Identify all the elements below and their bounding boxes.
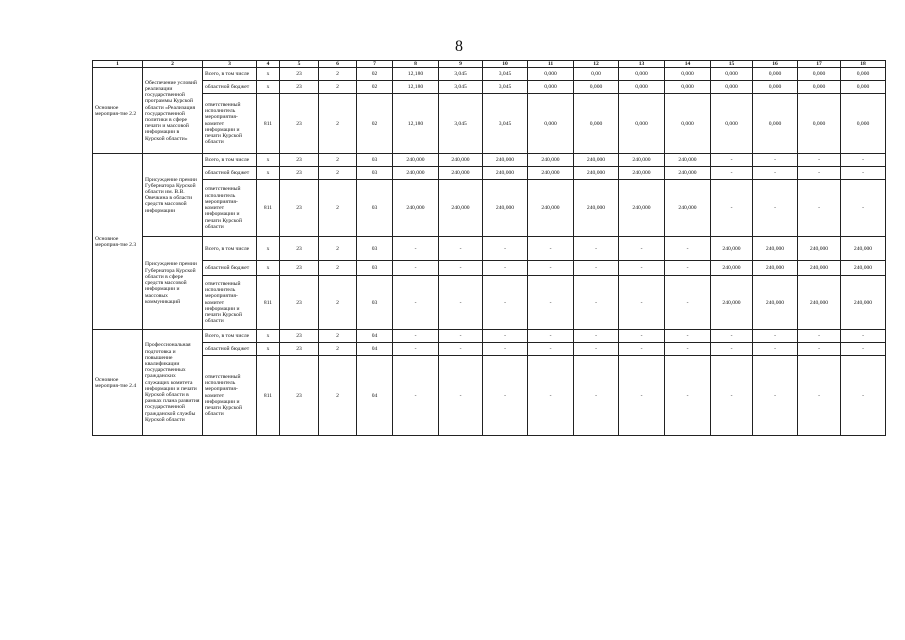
table-cell: 240,000 xyxy=(439,180,483,237)
table-cell: 03 xyxy=(357,154,393,167)
table-cell: 3,045 xyxy=(439,68,483,81)
table-cell: - xyxy=(574,261,619,276)
table-cell: - xyxy=(665,261,711,276)
table-cell: 23 xyxy=(280,81,319,94)
table-cell: 240,000 xyxy=(711,276,753,330)
table-cell: 0,000 xyxy=(841,94,886,154)
table-cell: - xyxy=(528,343,574,356)
table-row xyxy=(93,68,886,81)
table-cell: 0,000 xyxy=(619,68,665,81)
table-cell: - xyxy=(798,167,841,180)
header-row xyxy=(93,61,886,68)
table-row xyxy=(93,276,886,330)
table-cell: 240,000 xyxy=(619,180,665,237)
funding-source: ответственный исполнитель мероприятия-комитет информации и печати Курской области xyxy=(203,94,257,154)
funding-source: Всего, в том числе xyxy=(203,68,257,81)
table-cell: 23 xyxy=(280,261,319,276)
table-cell: x xyxy=(257,81,280,94)
table-cell: 240,000 xyxy=(798,276,841,330)
table-cell: x xyxy=(257,330,280,343)
table-cell: 0,000 xyxy=(665,94,711,154)
table-cell: - xyxy=(619,356,665,436)
table-cell: - xyxy=(798,343,841,356)
table-cell: - xyxy=(711,154,753,167)
table-cell: - xyxy=(393,356,439,436)
table-cell: - xyxy=(841,167,886,180)
table-cell: - xyxy=(439,237,483,261)
table-cell: - xyxy=(841,330,886,343)
table-row xyxy=(93,356,886,436)
table-cell: - xyxy=(753,167,798,180)
table-cell: - xyxy=(665,276,711,330)
table-cell: 2 xyxy=(319,261,357,276)
table-cell: x xyxy=(257,68,280,81)
table-cell: - xyxy=(665,330,711,343)
table-cell: 240,000 xyxy=(665,167,711,180)
table-cell: - xyxy=(393,276,439,330)
table-cell: - xyxy=(753,330,798,343)
table-cell: - xyxy=(798,330,841,343)
column-header: 16 xyxy=(753,61,798,68)
column-header: 5 xyxy=(280,61,319,68)
table-cell: 240,000 xyxy=(619,154,665,167)
table-cell: 240,000 xyxy=(753,237,798,261)
table-cell: - xyxy=(393,237,439,261)
table-cell: - xyxy=(439,276,483,330)
table-body xyxy=(93,68,886,436)
column-header: 4 xyxy=(257,61,280,68)
table-cell: x xyxy=(257,343,280,356)
activity-name: Основное мероприя-тие 2.4 xyxy=(93,330,143,436)
activity-name: Основное мероприя-тие 2.3 xyxy=(93,154,143,330)
table-cell: 23 xyxy=(280,330,319,343)
column-header: 15 xyxy=(711,61,753,68)
table-cell: - xyxy=(528,356,574,436)
column-header: 12 xyxy=(574,61,619,68)
table-cell: 0,000 xyxy=(711,81,753,94)
table-cell: 240,000 xyxy=(528,167,574,180)
table-cell: - xyxy=(753,180,798,237)
table-cell: - xyxy=(393,343,439,356)
table-cell: 2 xyxy=(319,68,357,81)
table-cell: - xyxy=(528,330,574,343)
table-cell: 2 xyxy=(319,356,357,436)
column-header: 17 xyxy=(798,61,841,68)
table-cell: - xyxy=(798,154,841,167)
table-cell: - xyxy=(393,330,439,343)
table-cell: - xyxy=(619,343,665,356)
table-cell: 3,045 xyxy=(439,94,483,154)
table-cell: 04 xyxy=(357,343,393,356)
table-cell: - xyxy=(798,180,841,237)
table-cell: 240,000 xyxy=(483,167,528,180)
table-cell: x xyxy=(257,237,280,261)
funding-source: ответственный исполнитель мероприятия-комитет информации и печати Курской области xyxy=(203,180,257,237)
column-header: 6 xyxy=(319,61,357,68)
table-cell: 3,045 xyxy=(483,94,528,154)
table-cell: 12,180 xyxy=(393,81,439,94)
table-cell: - xyxy=(711,330,753,343)
table-row xyxy=(93,180,886,237)
table-cell: x xyxy=(257,154,280,167)
funding-source: ответственный исполнитель мероприятия-комитет информации и печати Курской области xyxy=(203,276,257,330)
table-cell: 23 xyxy=(280,180,319,237)
table-row xyxy=(93,330,886,343)
table-cell: - xyxy=(798,356,841,436)
table-cell: 23 xyxy=(280,94,319,154)
table-cell: 0,000 xyxy=(798,81,841,94)
table-cell: 2 xyxy=(319,154,357,167)
table-cell: 03 xyxy=(357,261,393,276)
table-cell: - xyxy=(619,330,665,343)
table-cell: 0,000 xyxy=(841,68,886,81)
table-cell: - xyxy=(665,356,711,436)
table-cell: - xyxy=(483,261,528,276)
table-cell: - xyxy=(483,276,528,330)
table-cell: 240,000 xyxy=(619,167,665,180)
table-cell: 2 xyxy=(319,276,357,330)
table-cell: - xyxy=(841,343,886,356)
column-header: 3 xyxy=(203,61,257,68)
funding-source: областной бюджет xyxy=(203,343,257,356)
column-header: 18 xyxy=(841,61,886,68)
table-cell: 0,000 xyxy=(619,94,665,154)
table-cell: 04 xyxy=(357,330,393,343)
table-cell: 2 xyxy=(319,343,357,356)
column-header: 1 xyxy=(93,61,143,68)
table-cell: 2 xyxy=(319,237,357,261)
table-cell: 3,045 xyxy=(439,81,483,94)
table-cell: - xyxy=(574,276,619,330)
table-cell: 0,000 xyxy=(528,81,574,94)
table-cell: 02 xyxy=(357,94,393,154)
table-cell: 240,000 xyxy=(528,154,574,167)
table-row xyxy=(93,81,886,94)
table-cell: 0,000 xyxy=(665,81,711,94)
table-cell: 03 xyxy=(357,180,393,237)
table-cell: - xyxy=(574,356,619,436)
table-row xyxy=(93,237,886,261)
activity-description: Профессиональная подготовка и повышение квалификации государственных гражданских служащих комитета информации и печати Курской области в рамках плана развития государственной гражданской службы Курской области xyxy=(143,330,203,436)
table-cell: 240,000 xyxy=(841,237,886,261)
table-cell: 240,000 xyxy=(574,167,619,180)
table-cell: 240,000 xyxy=(574,154,619,167)
column-header: 13 xyxy=(619,61,665,68)
table-cell: - xyxy=(753,356,798,436)
column-header: 10 xyxy=(483,61,528,68)
table-cell: - xyxy=(841,356,886,436)
table-cell: 23 xyxy=(280,237,319,261)
table-cell: - xyxy=(574,237,619,261)
table-cell: 240,000 xyxy=(798,261,841,276)
table-cell: - xyxy=(439,356,483,436)
table-cell: - xyxy=(711,180,753,237)
table-cell: 0,000 xyxy=(798,68,841,81)
table-cell: 240,000 xyxy=(753,276,798,330)
table-cell: - xyxy=(711,167,753,180)
table-cell: 811 xyxy=(257,180,280,237)
table-cell: 0,000 xyxy=(665,68,711,81)
table-cell: 0,000 xyxy=(753,68,798,81)
table-cell: 0,000 xyxy=(798,94,841,154)
table-cell: - xyxy=(753,154,798,167)
table-cell: 02 xyxy=(357,81,393,94)
table-cell: x xyxy=(257,167,280,180)
table-cell: - xyxy=(619,237,665,261)
table-cell: 811 xyxy=(257,276,280,330)
table-cell: - xyxy=(619,261,665,276)
activity-description: Присуждение премии Губернатора Курской области им. В.В. Овечкина в области средств массовой информации xyxy=(143,154,203,237)
funding-source: областной бюджет xyxy=(203,81,257,94)
table-cell: 0,000 xyxy=(528,68,574,81)
table-cell: 03 xyxy=(357,167,393,180)
table-cell: 0,000 xyxy=(753,94,798,154)
table-cell: - xyxy=(393,261,439,276)
table-cell: - xyxy=(483,343,528,356)
table-cell: 23 xyxy=(280,68,319,81)
table-cell: - xyxy=(574,343,619,356)
table-cell: 12,180 xyxy=(393,94,439,154)
table-cell: 240,000 xyxy=(483,180,528,237)
activity-name: Основное мероприя-тие 2.2 xyxy=(93,68,143,154)
column-header: 7 xyxy=(357,61,393,68)
table-cell: 811 xyxy=(257,94,280,154)
column-header: 14 xyxy=(665,61,711,68)
table-cell: 240,000 xyxy=(483,154,528,167)
table-cell: - xyxy=(619,276,665,330)
table-cell: - xyxy=(711,356,753,436)
table-cell: 23 xyxy=(280,154,319,167)
page-number: 8 xyxy=(455,38,463,55)
table-cell: - xyxy=(711,343,753,356)
table-cell: 02 xyxy=(357,68,393,81)
table-cell: 03 xyxy=(357,237,393,261)
table-cell: 0,000 xyxy=(574,94,619,154)
table-cell: 811 xyxy=(257,356,280,436)
table-cell: 04 xyxy=(357,356,393,436)
table-cell: 240,000 xyxy=(393,180,439,237)
table-cell: - xyxy=(528,237,574,261)
table-cell: - xyxy=(439,343,483,356)
table-cell: 240,000 xyxy=(528,180,574,237)
table-row xyxy=(93,261,886,276)
column-header: 11 xyxy=(528,61,574,68)
table-cell: - xyxy=(528,261,574,276)
table-cell: 240,000 xyxy=(393,167,439,180)
table-cell: - xyxy=(753,343,798,356)
table-cell: 0,000 xyxy=(711,94,753,154)
table-cell: 2 xyxy=(319,81,357,94)
table-cell: - xyxy=(665,343,711,356)
funding-source: ответственный исполнитель мероприятия-комитет информации и печати Курской области xyxy=(203,356,257,436)
table-cell: 240,000 xyxy=(439,154,483,167)
table-cell: 3,045 xyxy=(483,68,528,81)
table-row xyxy=(93,343,886,356)
table-cell: 240,000 xyxy=(711,237,753,261)
funding-source: областной бюджет xyxy=(203,167,257,180)
table-cell: 3,045 xyxy=(483,81,528,94)
table-cell: - xyxy=(665,237,711,261)
table-cell: 240,000 xyxy=(841,261,886,276)
table-cell: 240,000 xyxy=(841,276,886,330)
table-cell: 240,000 xyxy=(439,167,483,180)
table-cell: 240,000 xyxy=(711,261,753,276)
table-row xyxy=(93,167,886,180)
table-cell: 23 xyxy=(280,276,319,330)
table-cell: 23 xyxy=(280,356,319,436)
funding-source: Всего, в том числе xyxy=(203,237,257,261)
table-cell: 0,000 xyxy=(753,81,798,94)
table-cell: - xyxy=(483,356,528,436)
table-cell: 23 xyxy=(280,343,319,356)
table-cell: 240,000 xyxy=(665,180,711,237)
table-cell: 240,000 xyxy=(753,261,798,276)
table-cell: 0,000 xyxy=(841,81,886,94)
table-cell: - xyxy=(528,276,574,330)
funding-source: Всего, в том числе xyxy=(203,154,257,167)
table-cell: 2 xyxy=(319,180,357,237)
activity-description: Присуждение премии Губернатора Курской области в сфере средств массовой информации и массовых коммуникаций xyxy=(143,237,203,330)
column-header: 2 xyxy=(143,61,203,68)
column-header: 8 xyxy=(393,61,439,68)
funding-source: Всего, в том числе xyxy=(203,330,257,343)
table-cell: - xyxy=(483,237,528,261)
table-cell: 240,000 xyxy=(393,154,439,167)
table-cell: 23 xyxy=(280,167,319,180)
table-cell: 0,000 xyxy=(711,68,753,81)
table-cell: x xyxy=(257,261,280,276)
table-cell: 2 xyxy=(319,330,357,343)
table-cell: 240,000 xyxy=(574,180,619,237)
table-cell: 12,180 xyxy=(393,68,439,81)
activity-description: Обеспечение условий реализации государственной программы Курской области «Реализация государственной политики в сфере печати и массовой информации в Курской области» xyxy=(143,68,203,154)
table-cell: - xyxy=(483,330,528,343)
table-cell: - xyxy=(574,330,619,343)
table-cell: 0,00 xyxy=(574,68,619,81)
table-cell: 240,000 xyxy=(798,237,841,261)
budget-table xyxy=(92,60,886,436)
table-cell: 240,000 xyxy=(665,154,711,167)
table-row xyxy=(93,94,886,154)
table-row xyxy=(93,154,886,167)
funding-source: областной бюджет xyxy=(203,261,257,276)
table-cell: 03 xyxy=(357,276,393,330)
column-header: 9 xyxy=(439,61,483,68)
table-cell: 2 xyxy=(319,94,357,154)
table-cell: - xyxy=(439,330,483,343)
table-cell: - xyxy=(439,261,483,276)
table-cell: 0,000 xyxy=(528,94,574,154)
table-cell: - xyxy=(841,180,886,237)
table-cell: 0,000 xyxy=(619,81,665,94)
table-cell: 0,000 xyxy=(574,81,619,94)
table-cell: - xyxy=(841,154,886,167)
table-cell: 2 xyxy=(319,167,357,180)
